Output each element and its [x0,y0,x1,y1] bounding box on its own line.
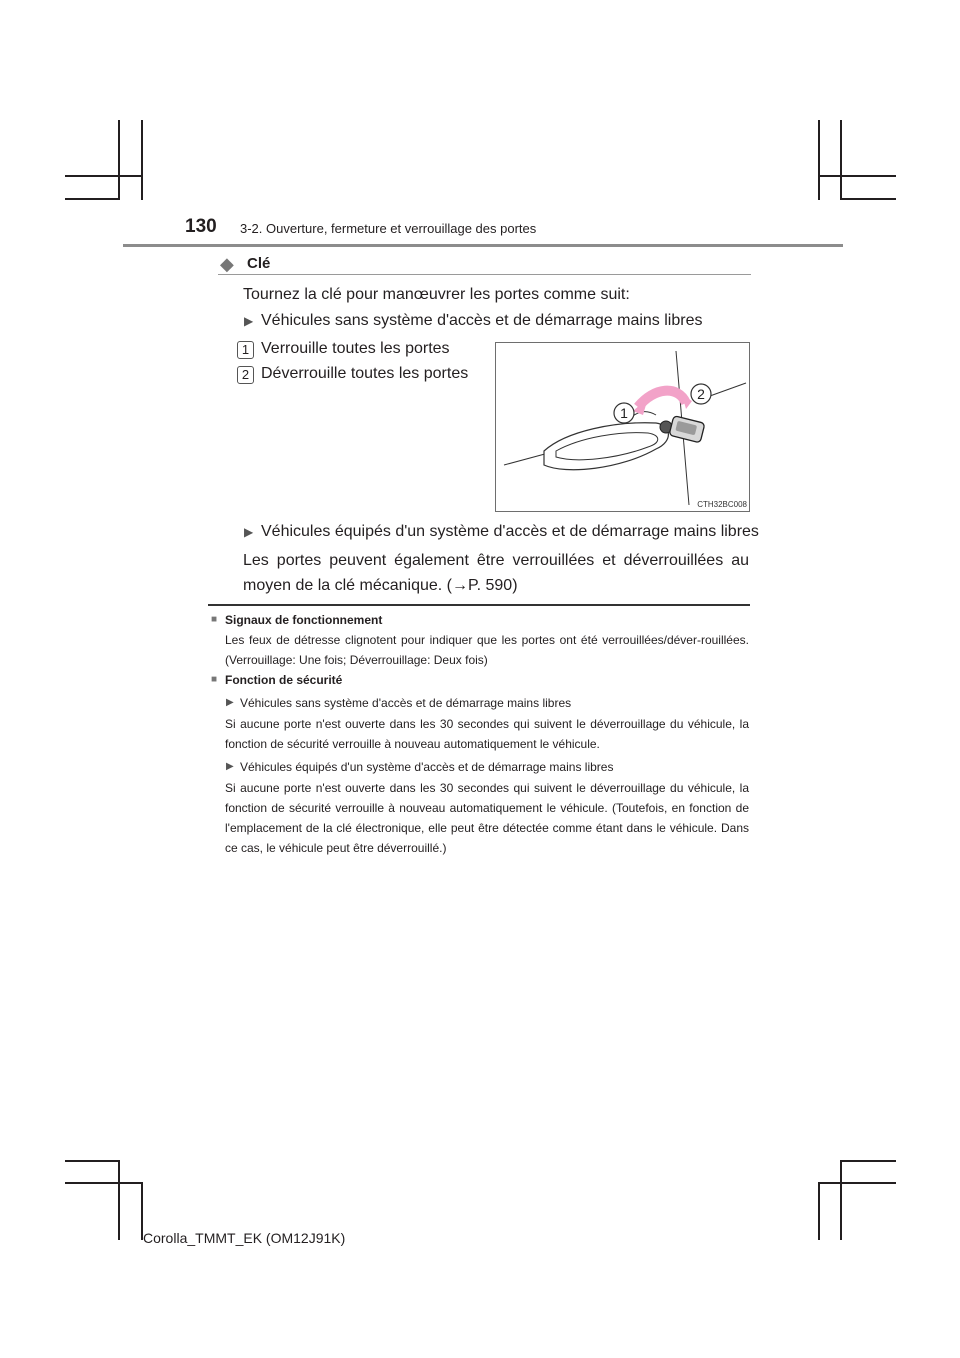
mechanical-key-text: Les portes peuvent également être verrouillées et déverrouillées au moyen de la clé mécanique. (→P. 590) [243,552,749,594]
security-text-with: Si aucune porte n'est ouverte dans les 30 secondes qui suivent le déverrouillage du véhicule, la fonction de sécurité verrouille à nouveau automatiquement le véhicule. (Toutefois, en fonction de l'emplacement de la clé électronique, elle peut être détectée comme étant dans le véhicule. Dans ce cas, le véhicule peut être déverrouillé.) [225,781,749,855]
notes-rule [208,604,750,606]
key-heading-rule [218,274,751,275]
security-heading: Fonction de sécurité [225,673,343,687]
triangle-bullet-icon: ▶ [244,314,254,328]
diamond-bullet-icon: ◆ [220,254,234,274]
door-handle-key-illustration [496,343,750,512]
step-lock-text: Verrouille toutes les portes [261,340,450,357]
figure-label-1: 1 [620,405,628,421]
header-rule [123,244,843,247]
case-without-smart-key: Véhicules sans système d'accès et de démarrage mains libres [261,312,703,329]
step-number-badge: 1 [237,341,254,359]
page-number: 130 [185,216,217,237]
signals-text: Les feux de détresse clignotent pour indiquer que les portes ont été verrouillées/déver-rouillées. (Verrouillage: Une fois; Déverrouillage: Deux fois) [225,633,749,667]
security-case-without: Véhicules sans système d'accès et de démarrage mains libres [240,696,572,710]
triangle-bullet-icon: ▶ [226,761,234,772]
square-bullet-icon: ■ [211,614,218,625]
step-number-badge: 2 [237,366,254,384]
figure-label-2: 2 [697,386,705,402]
triangle-bullet-icon: ▶ [244,525,254,539]
step-unlock-text: Déverrouille toutes les portes [261,365,469,382]
footer-model: Corolla_TMMT_EK (OM12J91K) [143,1230,346,1246]
section-title: 3-2. Ouverture, fermeture et verrouillage des portes [240,221,537,236]
case-with-smart-key: Véhicules équipés d'un système d'accès et de démarrage mains libres [261,523,759,540]
key-door-figure [495,342,750,512]
key-intro: Tournez la clé pour manœuvrer les portes comme suit: [243,286,630,303]
security-text-without: Si aucune porte n'est ouverte dans les 30 secondes qui suivent le déverrouillage du véhicule, la fonction de sécurité verrouille à nouveau automatiquement le véhicule. [225,717,749,751]
triangle-bullet-icon: ▶ [226,697,234,708]
key-heading: Clé [247,255,271,272]
security-case-with: Véhicules équipés d'un système d'accès et de démarrage mains libres [240,760,614,774]
square-bullet-icon: ■ [211,674,218,685]
figure-code: CTH32BC008 [697,500,747,509]
signals-heading: Signaux de fonctionnement [225,613,383,627]
